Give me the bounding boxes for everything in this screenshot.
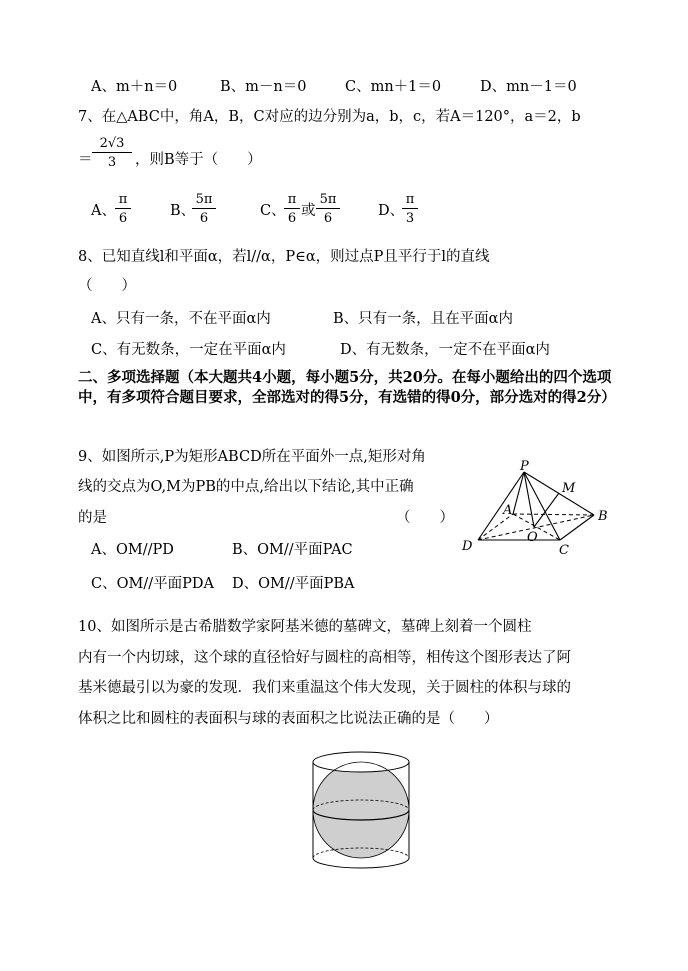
q8-option-b[interactable]: B、只有一条，且在平面α内 — [333, 311, 513, 327]
q10-line-3: 基米德最引以为豪的发现．我们来重温这个伟大发现，关于圆柱的体积与球的 — [78, 680, 571, 696]
label-o: O — [527, 530, 538, 545]
q10-line-1: 10、如图所示是古希腊数学家阿基米德的墓碑文，墓碑上刻着一个圆柱 — [78, 619, 532, 635]
label-d: D — [462, 539, 473, 554]
q8-answer-paren: （ ） — [78, 278, 136, 294]
q8-option-a[interactable]: A、只有一条，不在平面α内 — [91, 311, 271, 327]
q7-option-c-fraction-1: π 6 — [284, 193, 300, 225]
edge-ab — [513, 514, 594, 515]
q9-option-b[interactable]: B、OM//平面PAC — [232, 542, 353, 558]
q7-option-d-fraction: π 3 — [402, 193, 418, 225]
q7-option-b[interactable]: B、 — [170, 203, 196, 219]
label-m: M — [562, 481, 576, 496]
cylinder-sphere-figure — [308, 748, 414, 872]
q9-answer-paren: （ ） — [396, 510, 454, 526]
q6-option-d[interactable]: D、mn－1＝0 — [480, 79, 577, 95]
q7-option-c-joiner: 或 — [301, 203, 316, 219]
q6-option-c[interactable]: C、mn＋1＝0 — [345, 79, 442, 95]
q9-line-2: 线的交点为O,M为PB的中点,给出以下结论,其中正确 — [78, 479, 414, 495]
q8-option-d[interactable]: D、有无数条，一定不在平面α内 — [340, 342, 550, 358]
q7-b-fraction: 2√3 3 — [92, 137, 132, 169]
label-p: P — [520, 460, 529, 474]
edge-pd — [478, 472, 524, 540]
q7-stem: 7、在△ABC中，角A，B，C对应的边分别为a，b，c，若A＝120°，a＝2，b — [78, 109, 581, 125]
cylinder-bottom-front — [313, 858, 409, 868]
q7-option-b-fraction: 5π 6 — [192, 193, 216, 225]
edge-po — [524, 472, 534, 527]
q9-option-d[interactable]: D、OM//平面PBA — [232, 576, 355, 592]
q9-line-1: 9、如图所示,P为矩形ABCD所在平面外一点,矩形对角 — [78, 449, 426, 465]
q8-stem: 8、已知直线l和平面α，若l//α，P∈α，则过点P且平行于l的直线 — [78, 249, 490, 265]
section-2-header: 二、多项选择题（本大题共4小题，每小题5分，共20分。在每小题给出的四个选项中，有多项符合题目要求，全部选对的得5分，有选错的得0分，部分选对的得2分） — [78, 369, 616, 406]
q10-line-2: 内有一个内切球，这个球的直径恰好与圆柱的高相等，相传这个图形表达了阿 — [78, 650, 571, 666]
edge-pa — [513, 472, 524, 514]
q7-option-a-fraction: π 6 — [115, 193, 131, 225]
q9-option-c[interactable]: C、OM//平面PDA — [91, 576, 214, 592]
label-a: A — [503, 503, 513, 518]
pyramid-figure — [458, 460, 618, 560]
q8-option-c[interactable]: C、有无数条，一定在平面α内 — [91, 342, 286, 358]
q6-option-a[interactable]: A、m＋n＝0 — [91, 79, 178, 95]
q7-tail: ，则B等于（ ） — [135, 152, 262, 168]
label-c: C — [559, 543, 569, 558]
q7-option-c[interactable]: C、 — [260, 203, 286, 219]
q7-option-d[interactable]: D、 — [378, 203, 405, 219]
q10-line-4: 体积之比和圆柱的表面积与球的表面积之比说法正确的是（ ） — [78, 711, 499, 727]
q7-option-c-fraction-2: 5π 6 — [316, 193, 340, 225]
q7-b-equals: ＝ — [78, 152, 93, 168]
q6-option-b[interactable]: B、m－n＝0 — [220, 79, 307, 95]
q9-option-a[interactable]: A、OM//PD — [91, 542, 174, 558]
q9-line-3: 的是 — [78, 510, 107, 526]
inscribed-sphere — [313, 762, 409, 858]
q7-option-a[interactable]: A、 — [91, 203, 116, 219]
label-b: B — [598, 509, 608, 524]
